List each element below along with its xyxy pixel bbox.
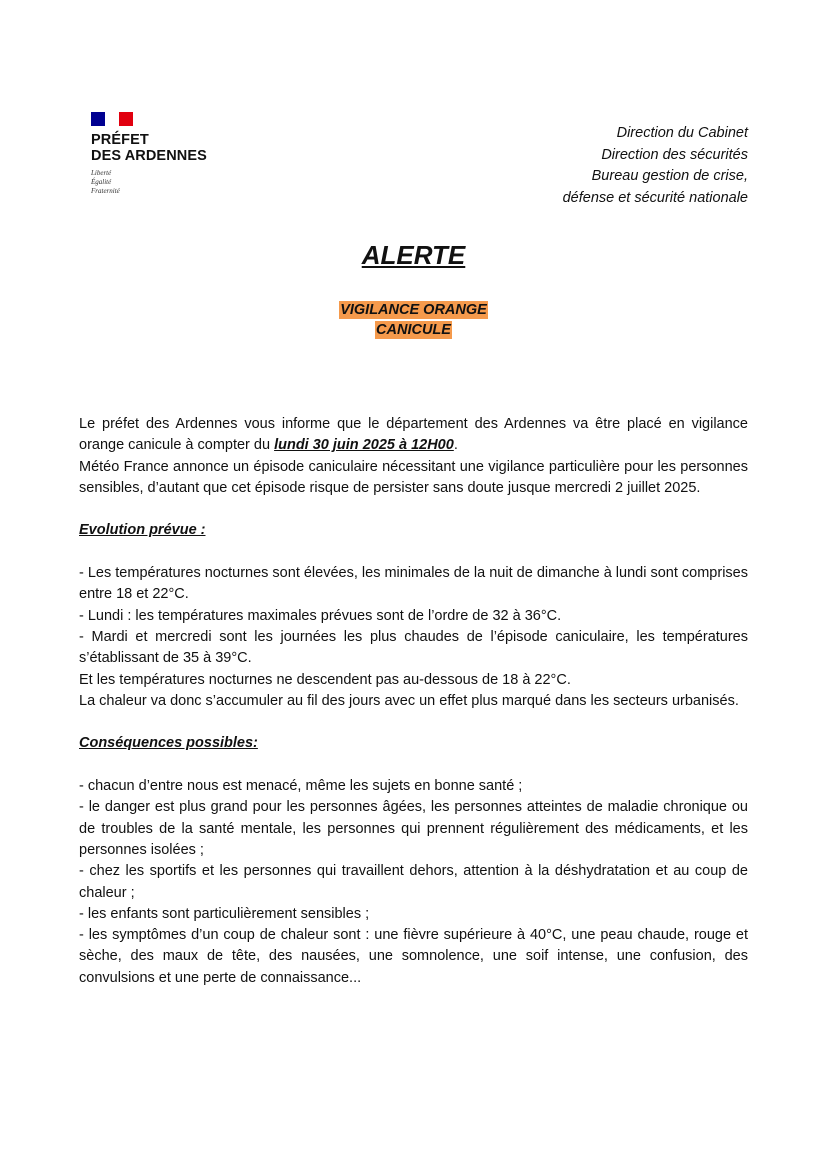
direction-line: Direction des sécurités — [601, 146, 748, 163]
intro-text-end: . — [453, 437, 458, 454]
document-body — [79, 414, 748, 989]
evolution-heading: Evolution prévue : — [79, 522, 206, 539]
start-date: lundi 30 juin 2025 à 12H00 — [274, 437, 454, 454]
french-flag-icon — [91, 112, 133, 126]
direction-block — [563, 123, 748, 209]
republic-motto — [91, 169, 231, 196]
consequence-item: - chez les sportifs et les personnes qui travaillent dehors, attention à la déshydratation et au coup de chaleur ; — [79, 863, 748, 901]
evolution-item: Et les températures nocturnes ne descendent pas au-dessous de 18 à 22°C. — [79, 671, 571, 688]
motto-liberte: Liberté — [91, 169, 112, 177]
consequence-item: - le danger est plus grand pour les personnes âgées, les personnes atteintes de maladie chronique ou de troubles de la santé mentale, les personnes qui prennent régulièrement des médicaments, et les personnes isolées ; — [79, 799, 748, 858]
intro-text: Le préfet des Ardennes vous informe que le département des Ardennes va être placé en vigilance orange canicule à compter du — [79, 416, 748, 454]
intro-paragraph — [79, 414, 748, 457]
consequence-item: - les symptômes d’un coup de chaleur sont : une fièvre supérieure à 40°C, une peau chaude, rouge et sèche, des maux de tête, des nausées, une somnolence, une soif intense, une confusion, des convulsions et une perte de connaissance... — [79, 927, 748, 986]
vigilance-level: VIGILANCE ORANGE — [340, 302, 487, 318]
evolution-item: - Lundi : les températures maximales prévues sont de l’ordre de 32 à 36°C. — [79, 607, 562, 624]
consequences-heading: Conséquences possibles: — [79, 735, 258, 752]
consequence-item: - les enfants sont particulièrement sensibles ; — [79, 905, 370, 922]
page-title: ALERTE — [361, 240, 466, 270]
direction-line: défense et sécurité nationale — [562, 189, 748, 206]
direction-line: Direction du Cabinet — [616, 125, 748, 141]
org-name-line2: DES ARDENNES — [91, 148, 207, 164]
consequence-item: - chacun d’entre nous est menacé, même les sujets en bonne santé ; — [79, 778, 523, 795]
evolution-item: - Les températures nocturnes sont élevées, les minimales de la nuit de dimanche à lundi sont comprises entre 18 et 22°C. — [79, 565, 748, 603]
vigilance-banner — [0, 300, 827, 340]
motto-fraternite: Fraternité — [91, 187, 120, 195]
intro-paragraph-2: Météo France annonce un épisode caniculaire nécessitant une vigilance particulière pour les personnes sensibles, d’autant que cet épisode risque de persister sans doute jusque mercredi 2 juillet 2025. — [79, 458, 748, 496]
evolution-item: La chaleur va donc s’accumuler au fil des jours avec un effet plus marqué dans les secteurs urbanisés. — [79, 692, 739, 709]
evolution-item: - Mardi et mercredi sont les journées les plus chaudes de l’épisode caniculaire, les températures s’établissant de 35 à 39°C. — [79, 628, 748, 667]
prefecture-logo — [91, 112, 231, 196]
direction-line: Bureau gestion de crise, — [591, 168, 748, 184]
vigilance-type: CANICULE — [376, 322, 451, 338]
motto-egalite: Égalité — [91, 178, 112, 186]
org-name-line1: PRÉFET — [91, 132, 149, 148]
